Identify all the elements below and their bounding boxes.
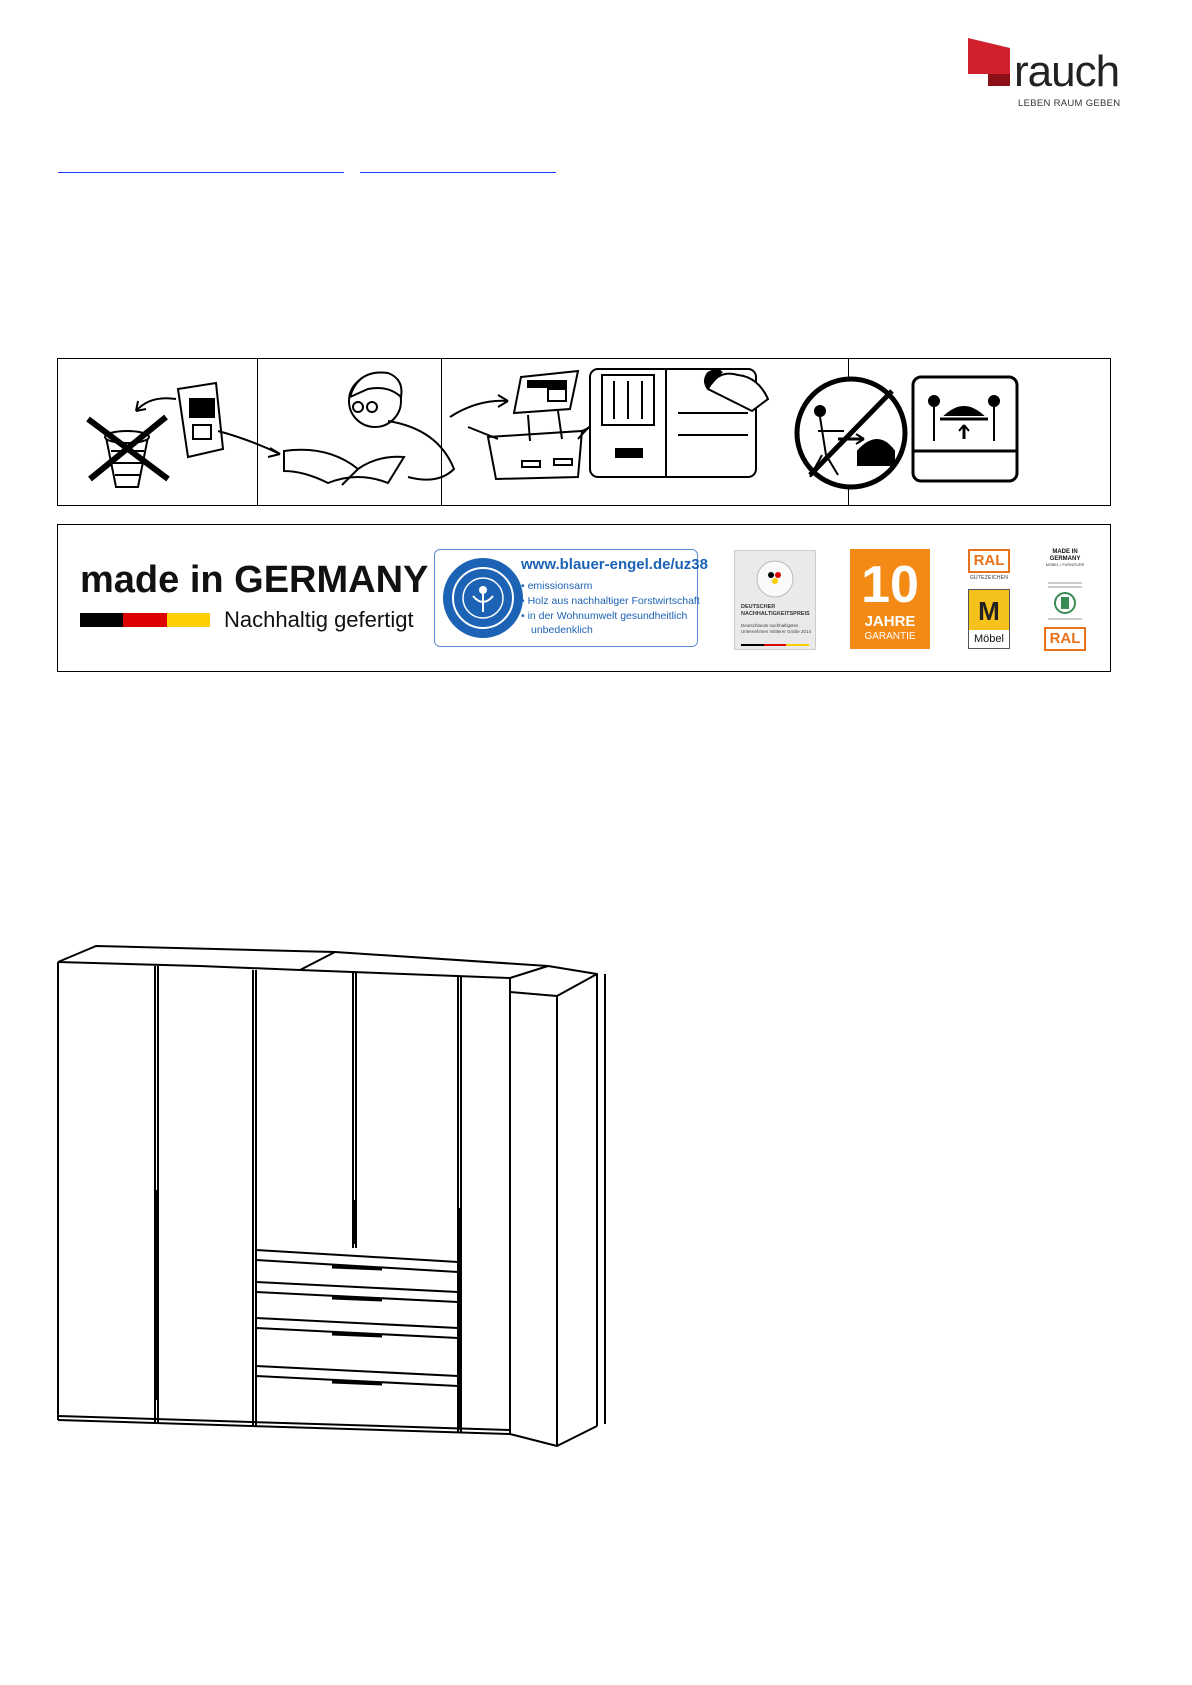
ral-logo-small: RAL <box>1044 627 1086 651</box>
ral-quality-seal-icon <box>1044 577 1086 627</box>
nachhaltigkeitspreis-subtitle: Deutschlands nachhaltigstes Unternehmen mittlerer Größe 2014 <box>741 623 812 634</box>
keep-instructions-icon <box>450 369 768 479</box>
brand-tagline: LEBEN RAUM GEBEN <box>1018 98 1121 109</box>
moebel-quality-mark <box>968 589 1010 649</box>
rauch-logo <box>968 36 1121 109</box>
guarantee-years: 10 <box>861 556 919 614</box>
blauer-engel-url: www.blauer-engel.de/uz38 <box>521 556 708 573</box>
nachhaltigkeitspreis-emblem-icon <box>735 551 815 611</box>
moebel-m-icon: M <box>978 596 1000 626</box>
ral-logo: RAL <box>968 549 1010 573</box>
blauer-engel-item: • emissionsarm <box>521 580 593 592</box>
made-in-germany-title: made in GERMANY <box>80 559 429 601</box>
nachhaltigkeitspreis-title: DEUTSCHER NACHHALTIGKEITSPREIS <box>741 604 810 617</box>
link-underline-1[interactable] <box>58 172 344 173</box>
blauer-engel-item: unbedenklich <box>531 624 593 636</box>
made-in-germany-subtitle: Nachhaltig gefertigt <box>224 607 414 632</box>
made-in-germany-small-title: MADE IN GERMANY <box>1049 549 1081 562</box>
guetezeichen-label: GÜTEZEICHEN <box>969 575 1009 581</box>
read-instructions-icon <box>218 373 454 486</box>
blauer-engel-item: • in der Wohnumwelt gesundheitlich <box>521 610 688 622</box>
made-in-germany-small-sub: MÖBEL • FURNITURE <box>1045 563 1085 567</box>
moebel-label: Möbel <box>969 630 1009 648</box>
german-flag-icon <box>80 613 210 627</box>
blauer-engel-seal-icon <box>443 558 523 638</box>
dont-push-two-people-lift-icon <box>797 377 1017 487</box>
blauer-engel-badge <box>434 549 708 647</box>
ten-year-guarantee-badge <box>850 549 930 649</box>
instruction-pictograms <box>57 358 1111 506</box>
dont-discard-instructions-icon <box>88 383 223 487</box>
wardrobe-drawing <box>50 930 610 1470</box>
quality-badges-strip <box>57 524 1111 672</box>
brand-name: rauch <box>1014 47 1120 96</box>
instruction-drawings <box>58 359 1112 507</box>
link-underline-2[interactable] <box>360 172 556 173</box>
ral-moebel-badge <box>968 549 1010 651</box>
made-in-germany-ral-badge <box>1044 549 1086 651</box>
blauer-engel-item: • Holz aus nachhaltiger Forstwirtschaft <box>521 595 700 607</box>
guarantee-years-label: JAHRE <box>864 613 916 630</box>
guarantee-label: GARANTIE <box>864 631 916 642</box>
nachhaltigkeitspreis-badge <box>734 550 816 650</box>
